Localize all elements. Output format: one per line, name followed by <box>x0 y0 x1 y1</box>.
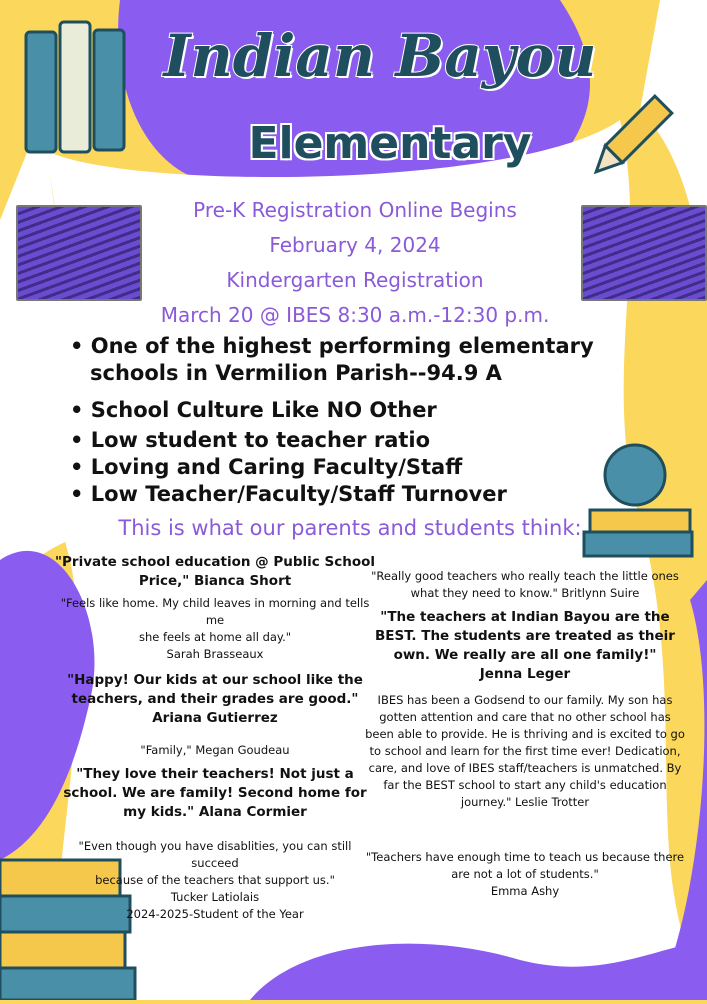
highlight-item: • Low Teacher/Faculty/Staff Turnover <box>70 482 507 506</box>
testimonial-line: gotten attention and care that no other school has <box>379 710 671 724</box>
school-name-title: Indian Bayou <box>163 22 597 90</box>
testimonials-heading: This is what our parents and students think: <box>118 516 582 540</box>
testimonial-line: Jenna Leger <box>479 666 571 682</box>
testimonial <box>360 849 690 900</box>
testimonial <box>55 595 375 663</box>
testimonial-line: my kids." Alana Cormier <box>123 804 307 820</box>
testimonial <box>55 765 375 822</box>
testimonial <box>55 671 375 728</box>
testimonial-line: what they need to know." Britlynn Suire <box>410 586 640 600</box>
testimonial-line: care, and love of IBES staff/teachers is unmatched. By <box>368 761 682 775</box>
testimonial <box>55 553 375 591</box>
testimonial <box>360 568 690 602</box>
testimonial-line: teachers, and their grades are good." <box>71 691 359 707</box>
testimonial-line: far the BEST school to start any child's education <box>383 778 667 792</box>
testimonial-line: 2024-2025-Student of the Year <box>126 907 304 921</box>
testimonial-line: own. We really are all one family!" <box>393 647 657 663</box>
testimonial-line: "The teachers at Indian Bayou are the <box>380 609 670 625</box>
testimonial-line: Emma Ashy <box>490 884 560 898</box>
testimonial-line: BEST. The students are treated as their <box>375 628 675 644</box>
testimonial <box>360 608 690 684</box>
kindergarten-registration: Kindergarten Registration <box>226 268 484 292</box>
testimonials-left-column <box>55 553 375 923</box>
testimonial-line: Ariana Gutierrez <box>152 710 278 726</box>
testimonial-line: "Private school education @ Public School <box>55 554 376 570</box>
testimonial-line: IBES has been a Godsend to our family. My son has <box>377 693 673 707</box>
testimonial-line: "Even though you have disablities, you can still succeed <box>78 839 352 870</box>
testimonial-line: Sarah Brasseaux <box>166 647 264 661</box>
testimonial-line: she feels at home all day." <box>138 630 292 644</box>
testimonial-line: are not a lot of students." <box>451 867 599 881</box>
prek-registration: Pre-K Registration Online Begins <box>193 198 517 222</box>
testimonial-line: journey." Leslie Trotter <box>460 795 590 809</box>
school-emblem-right <box>581 205 707 301</box>
school-name-subtitle: Elementary <box>248 118 532 169</box>
testimonials-right-column <box>360 568 690 900</box>
highlight-item: • One of the highest performing elementary <box>70 334 594 358</box>
testimonial <box>55 742 375 759</box>
testimonial-line: "Happy! Our kids at our school like the <box>67 672 363 688</box>
kindergarten-date: March 20 @ IBES 8:30 a.m.-12:30 p.m. <box>160 303 550 327</box>
testimonial-line: "They love their teachers! Not just a <box>76 766 354 782</box>
testimonial-line: Tucker Latiolais <box>170 890 260 904</box>
testimonial <box>55 838 375 923</box>
testimonial-line: "Family," Megan Goudeau <box>140 743 290 757</box>
highlight-item: schools in Vermilion Parish--94.9 A <box>90 361 502 385</box>
highlight-item: • Loving and Caring Faculty/Staff <box>70 455 463 479</box>
testimonial-line: to school and learn for the first time ever! Dedication, <box>369 744 681 758</box>
pencil-icon <box>578 90 678 190</box>
testimonial-line: because of the teachers that support us." <box>95 873 335 887</box>
highlight-item: • Low student to teacher ratio <box>70 428 431 452</box>
testimonial-line: school. We are family! Second home for <box>63 785 367 801</box>
books-icon <box>18 12 138 162</box>
prek-date: February 4, 2024 <box>269 233 441 257</box>
testimonial-line: "Teachers have enough time to teach us because there <box>365 850 685 864</box>
testimonial-line: "Really good teachers who really teach the little ones <box>371 569 679 583</box>
testimonial-line: "Feels like home. My child leaves in morning and tells me <box>60 596 370 627</box>
testimonial <box>360 692 690 811</box>
testimonial-line: been able to provide. He is thriving and is excited to go <box>365 727 685 741</box>
highlights-list <box>70 333 630 508</box>
highlight-item: • School Culture Like NO Other <box>70 398 437 422</box>
testimonial-line: Price," Bianca Short <box>138 573 292 589</box>
